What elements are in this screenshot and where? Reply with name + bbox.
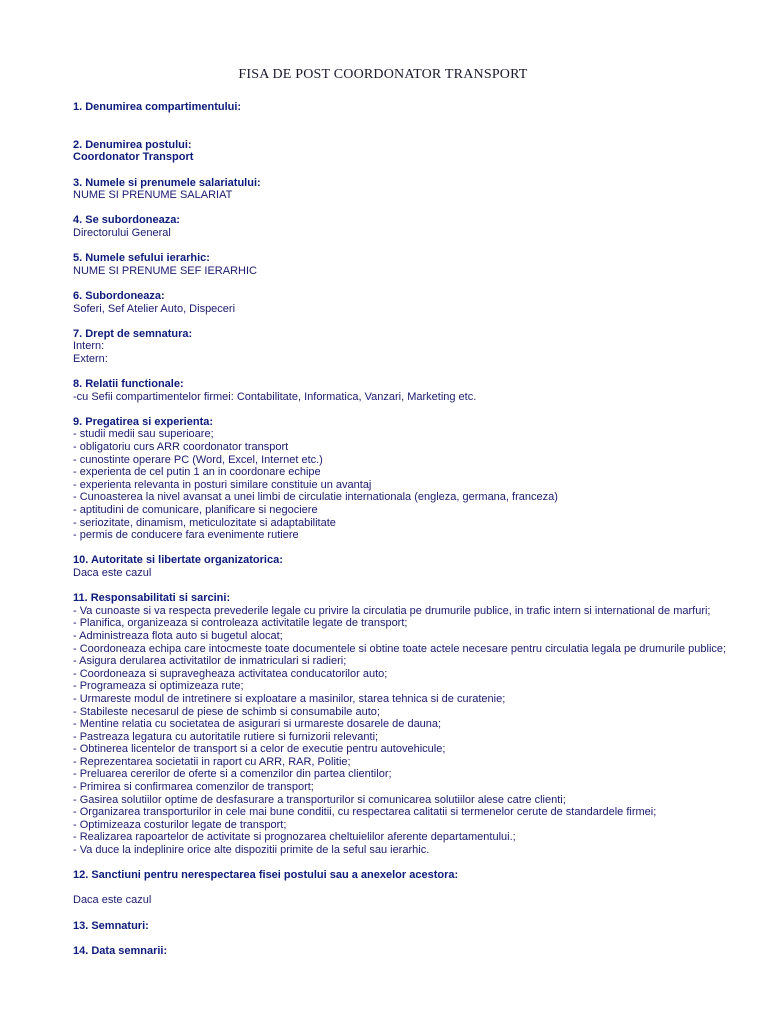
list-item: - Planifica, organizeaza si controleaza activitatile legate de transport; [73,617,408,630]
list-item: - Reprezentarea societatii in raport cu ARR, RAR, Politie; [73,755,351,768]
list-item: - seriozitate, dinamism, meticulozitate si adaptabilitate [73,516,336,529]
section-responsabilitati-si-sarcini [73,592,733,856]
section-value: Daca este cazul [73,566,152,579]
section-pregatirea-si-experienta [73,416,733,542]
section-value: NUME SI PRENUME SALARIAT [73,189,233,202]
section-drept-de-semnatura [73,328,733,366]
section-data-semnarii [73,945,733,958]
section-value: Soferi, Sef Atelier Auto, Dispeceri [73,302,236,315]
list-item: - Urmareste modul de intretinere si exploatare a masinilor, starea tehnica si de curatenie; [73,692,506,705]
list-item: - obligatoriu curs ARR coordonator transport [73,441,289,454]
section-heading: 8. Relatii functionale: [73,378,184,391]
list-item: - cunostinte operare PC (Word, Excel, Internet etc.) [73,453,323,466]
section-autoritate-si-libertate [73,554,733,579]
list-item: - experienta relevanta in posturi similare constituie un avantaj [73,478,372,491]
section-heading: 7. Drept de semnatura: [73,327,193,340]
list-item: - Optimizeaza costurilor legate de transport; [73,818,287,831]
section-heading: 10. Autoritate si libertate organizatorica: [73,554,283,567]
list-item: - experienta de cel putin 1 an in coordonare echipe [73,466,321,479]
list-item: Intern: [73,340,105,353]
section-semnaturi [73,920,733,933]
section-value: Directorului General [73,226,171,239]
list-item: - studii medii sau superioare; [73,428,214,441]
section-heading: 12. Sanctiuni pentru nerespectarea fisei postului sau a anexelor acestora: [73,869,459,882]
section-se-subordoneaza [73,214,733,239]
section-numele-salariatului [73,177,733,202]
section-value: Daca este cazul [73,894,152,907]
list-item: - Preluarea cererilor de oferte si a comenzilor din partea clientilor; [73,768,392,781]
list-item: - Va duce la indeplinire orice alte dispozitii primite de la seful sau ierarhic. [73,844,430,857]
section-value: NUME SI PRENUME SEF IERARHIC [73,264,257,277]
section-value: Coordonator Transport [73,151,194,164]
list-item: -cu Sefii compartimentelor firmei: Contabilitate, Informatica, Vanzari, Marketing etc. [73,390,477,403]
list-item: - Pastreaza legatura cu autoritatile rutiere si furnizorii relevanti; [73,730,379,743]
section-heading: 4. Se subordoneaza: [73,214,180,227]
list-item: - Cunoasterea la nivel avansat a unei limbi de circulatie internationala (engleza, germana, franceza) [73,491,558,504]
list-item: - Programeaza si optimizeaza rute; [73,680,244,693]
list-item: - Asigura derularea activitatilor de inmatriculari si radieri; [73,655,347,668]
section-heading: 9. Pregatirea si experienta: [73,415,214,428]
section-heading: 3. Numele si prenumele salariatului: [73,176,261,189]
section-heading: 11. Responsabilitati si sarcini: [73,592,231,605]
list-item: - Va cunoaste si va respecta prevederile legale cu privire la circulatia pe drumurile publice, in trafic intern si international de marfuri; [73,604,711,617]
list-item: - Gasirea solutiilor optime de desfasurare a transporturilor si comunicarea solutiilor alese catre clienti; [73,793,566,806]
list-item: - Coordoneaza echipa care intocmeste toate documentele si obtine toate actele necesare pentru circulatia legala pe drumurile publice; [73,642,727,655]
section-heading: 1. Denumirea compartimentului: [73,101,242,113]
list-item: - Realizarea rapoartelor de activitate si prognozarea cheltuielilor aferente departamentului.; [73,831,516,844]
list-item: - aptitudini de comunicare, planificare si negociere [73,504,318,516]
section-heading: 2. Denumirea postului: [73,138,192,151]
section-subordoneaza [73,290,733,315]
section-denumirea-postului [73,139,733,164]
section-sanctiuni [73,869,733,907]
list-item: - Coordoneaza si supravegheaza activitatea conducatorilor auto; [73,667,388,680]
list-item: - Mentine relatia cu societatea de asigurari si urmareste dosarele de dauna; [73,718,442,731]
section-heading: 5. Numele sefului ierarhic: [73,252,210,265]
list-item: - Obtinerea licentelor de transport si a celor de executie pentru autovehicule; [73,743,446,756]
section-heading: 13. Semnaturi: [73,919,149,932]
list-item: Extern: [73,352,108,365]
section-relatii-functionale [73,378,733,403]
section-sef-ierarhic [73,252,733,277]
list-item: - permis de conducere fara evenimente rutiere [73,529,299,542]
section-heading: 14. Data semnarii: [73,944,168,957]
section-denumirea-compartimentului [73,101,733,114]
list-item: - Administreaza flota auto si bugetul alocat; [73,629,283,642]
section-heading: 6. Subordoneaza: [73,289,165,302]
list-item: - Organizarea transporturilor in cele mai bune conditii, cu respectarea calitatii si termenelor cerute de standardele firmei; [73,806,657,819]
list-item: - Primirea si confirmarea comenzilor de transport; [73,781,314,794]
document-title: FISA DE POST COORDONATOR TRANSPORT [238,67,528,82]
list-item: - Stabileste necesarul de piese de schimb si consumabile auto; [73,705,380,718]
document-body [73,101,733,957]
